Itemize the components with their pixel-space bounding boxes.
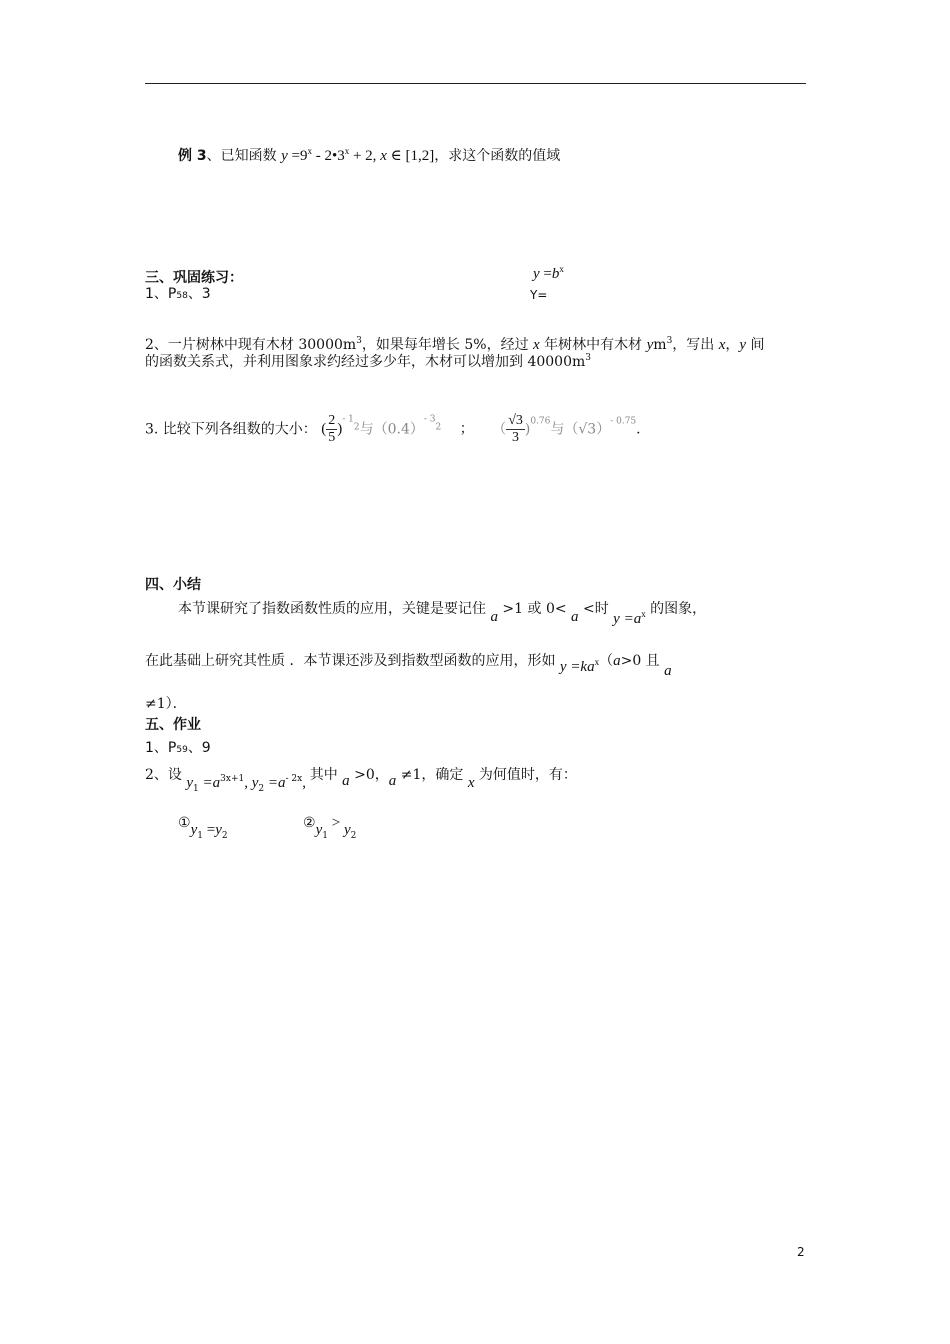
fraction-2-5: $\frac{2}{5}$ [328,413,336,445]
example-3-label: 例 3 [178,148,207,164]
section-3-heading: 三、巩固练习： [145,270,243,286]
section-4-paragraph-3: ≠1）． [145,696,187,712]
section-5-item-2: 2、设 $y_1 =a^{3x+1}$, $y_2 =a^{- 2x}$, 其中 a >0，a ≠1，确定 x 为何值时，有： [145,767,577,794]
example-3-line [178,146,560,165]
side-formula: $y =b^x$ [533,264,564,282]
page-number: 2 [797,1245,805,1259]
section-4-paragraph-2: 在此基础上研究其性质 ．本节课还涉及到指数型函数的应用，形如 $y =ka^x(a>0$ 且 a [145,653,672,679]
condition-2: $②y_1 > y_2$ [303,815,357,841]
example-3-text: 、已知函数 [206,148,277,164]
section-4-heading: 四、小结 [145,577,201,593]
y1-y2-definition: $y_1 =a^{3x+1}$, $y_2 =a^{- 2x}$, [186,774,310,794]
header-rule [145,83,806,84]
section-5-item-1: 1、P59、9 [145,740,211,756]
section-3-item-2-line-1: 2、一片树林中现有木材 $30000m^3$，如果每年增长 5%，经过 x 年树林中有木材 $ym^3$，写出 x，y 间 [145,336,765,353]
section-5-heading: 五、作业 [145,717,201,733]
condition-1: $①y_1 =y_2$ [178,815,228,841]
side-label: Y= [530,288,548,302]
fraction-root3-3: $\frac{√3}{3}$ [508,413,523,445]
section-3-item-1: 1、P58、3 [145,286,211,302]
section-4-paragraph-1: 本节课研究了指数函数性质的应用，关键是要记住 a >1 或 0< a <时 $y =a_x$ 的图象， [178,601,707,627]
section-3-item-2-line-2: 的函数关系式，并利用图象求约经过多少年，木材可以增加到 $40000m^3$ [145,353,591,370]
example-3-question: ，求这个函数的值域 [434,148,561,164]
section-3-item-3: 3. 比较下列各组数的大小： ( $\frac{2}{5}$ )$^{- 12}$与$(0.4)^{- 32}$ ； （ $\frac{√3}{3}$ )$^{0.76}$与$(√3)^{- 0.75}$. [145,413,641,445]
example-3-formula: $y =9^x$ - $2•3^x + 2$, x ∈ [1,2] [281,146,435,164]
